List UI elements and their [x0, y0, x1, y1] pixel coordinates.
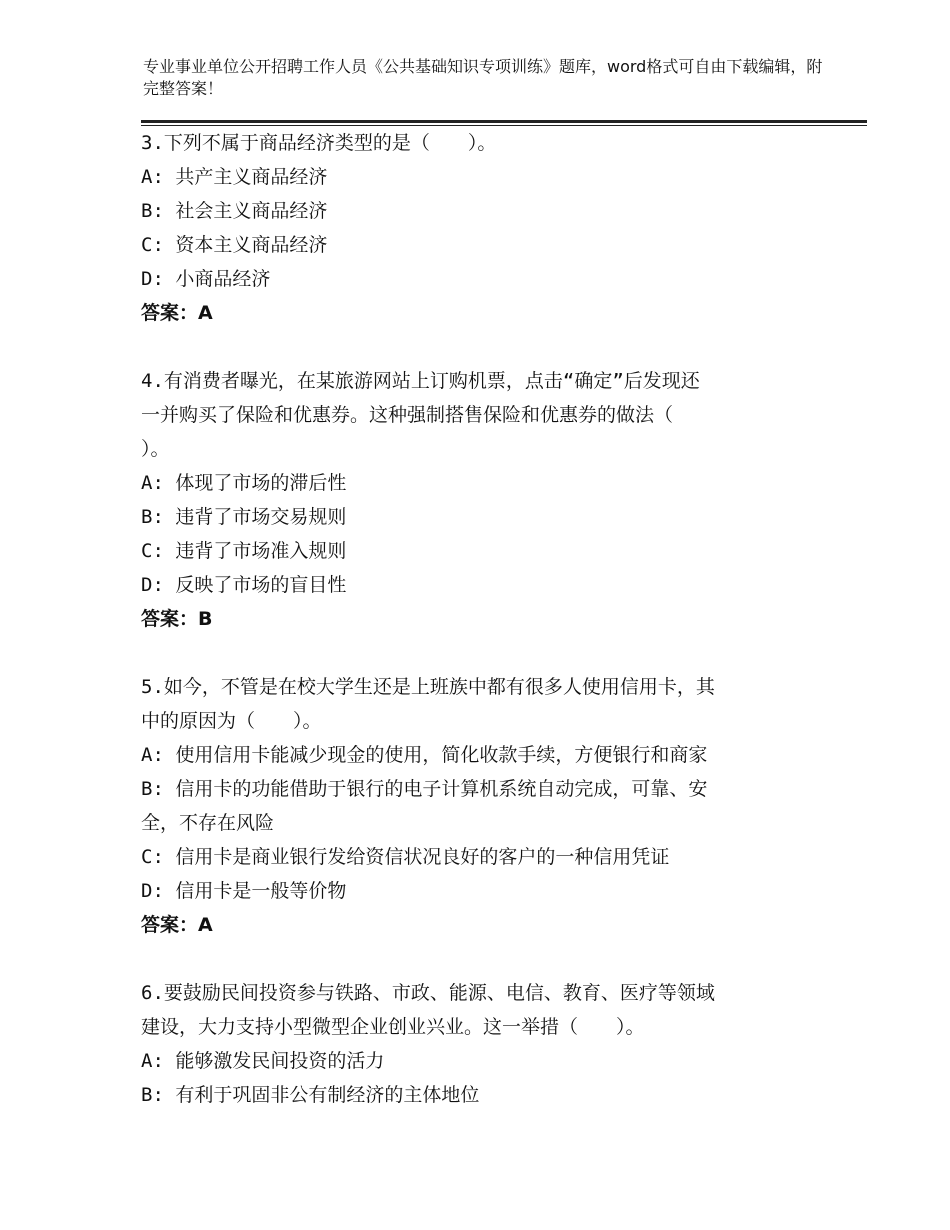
option-line: B: 有利于巩固非公有制经济的主体地位: [141, 1084, 480, 1106]
option-line: A: 使用信用卡能减少现金的使用，简化收款手续，方便银行和商家: [141, 744, 708, 766]
question-stem-line: 3.下列不属于商品经济类型的是（ ）。: [141, 132, 497, 154]
option-line: B: 信用卡的功能借助于银行的电子计算机系统自动完成，可靠、安: [141, 778, 708, 800]
option-line: D: 反映了市场的盲目性: [141, 574, 347, 596]
question-spacer: [141, 330, 811, 364]
option-line: A: 体现了市场的滞后性: [141, 472, 347, 494]
question-stem-line: 中的原因为（ ）。: [141, 710, 322, 732]
question-stem-line: 一并购买了保险和优惠券。这种强制搭售保险和优惠券的做法（: [141, 404, 674, 426]
option-line: A: 能够激发民间投资的活力: [141, 1050, 385, 1072]
question-stem-line: 6.要鼓励民间投资参与铁路、市政、能源、电信、教育、医疗等领域: [141, 982, 715, 1004]
option-line: C: 违背了市场准入规则: [141, 540, 347, 562]
question-stem-line: 4.有消费者曝光，在某旅游网站上订购机票，点击“确定”后发现还: [141, 370, 700, 392]
question-block: [141, 364, 811, 670]
question-stem-line: 5.如今，不管是在校大学生还是上班族中都有很多人使用信用卡，其: [141, 676, 715, 698]
answer-label: 答案：A: [141, 302, 213, 324]
answer-label: 答案：A: [141, 914, 213, 936]
question-block: [141, 126, 811, 364]
question-block: [141, 670, 811, 976]
option-line: C: 资本主义商品经济: [141, 234, 328, 256]
page-header: 专业事业单位公开招聘工作人员《公共基础知识专项训练》题库，word格式可自由下载编辑，附完整答案！: [143, 57, 823, 98]
header-rule-thick: [141, 120, 867, 123]
option-line: B: 社会主义商品经济: [141, 200, 328, 222]
option-line: D: 信用卡是一般等价物: [141, 880, 347, 902]
answer-label: 答案：B: [141, 608, 213, 630]
question-block: [141, 976, 811, 1112]
question-spacer: [141, 942, 811, 976]
question-list: [141, 126, 811, 1112]
option-line: D: 小商品经济: [141, 268, 271, 290]
question-stem-line: ）。: [141, 438, 170, 460]
option-line: 全，不存在风险: [141, 812, 275, 834]
question-stem-line: 建设，大力支持小型微型企业创业兴业。这一举措（ ）。: [141, 1016, 645, 1038]
question-spacer: [141, 636, 811, 670]
option-line: B: 违背了市场交易规则: [141, 506, 347, 528]
option-line: C: 信用卡是商业银行发给资信状况良好的客户的一种信用凭证: [141, 846, 670, 868]
option-line: A: 共产主义商品经济: [141, 166, 328, 188]
